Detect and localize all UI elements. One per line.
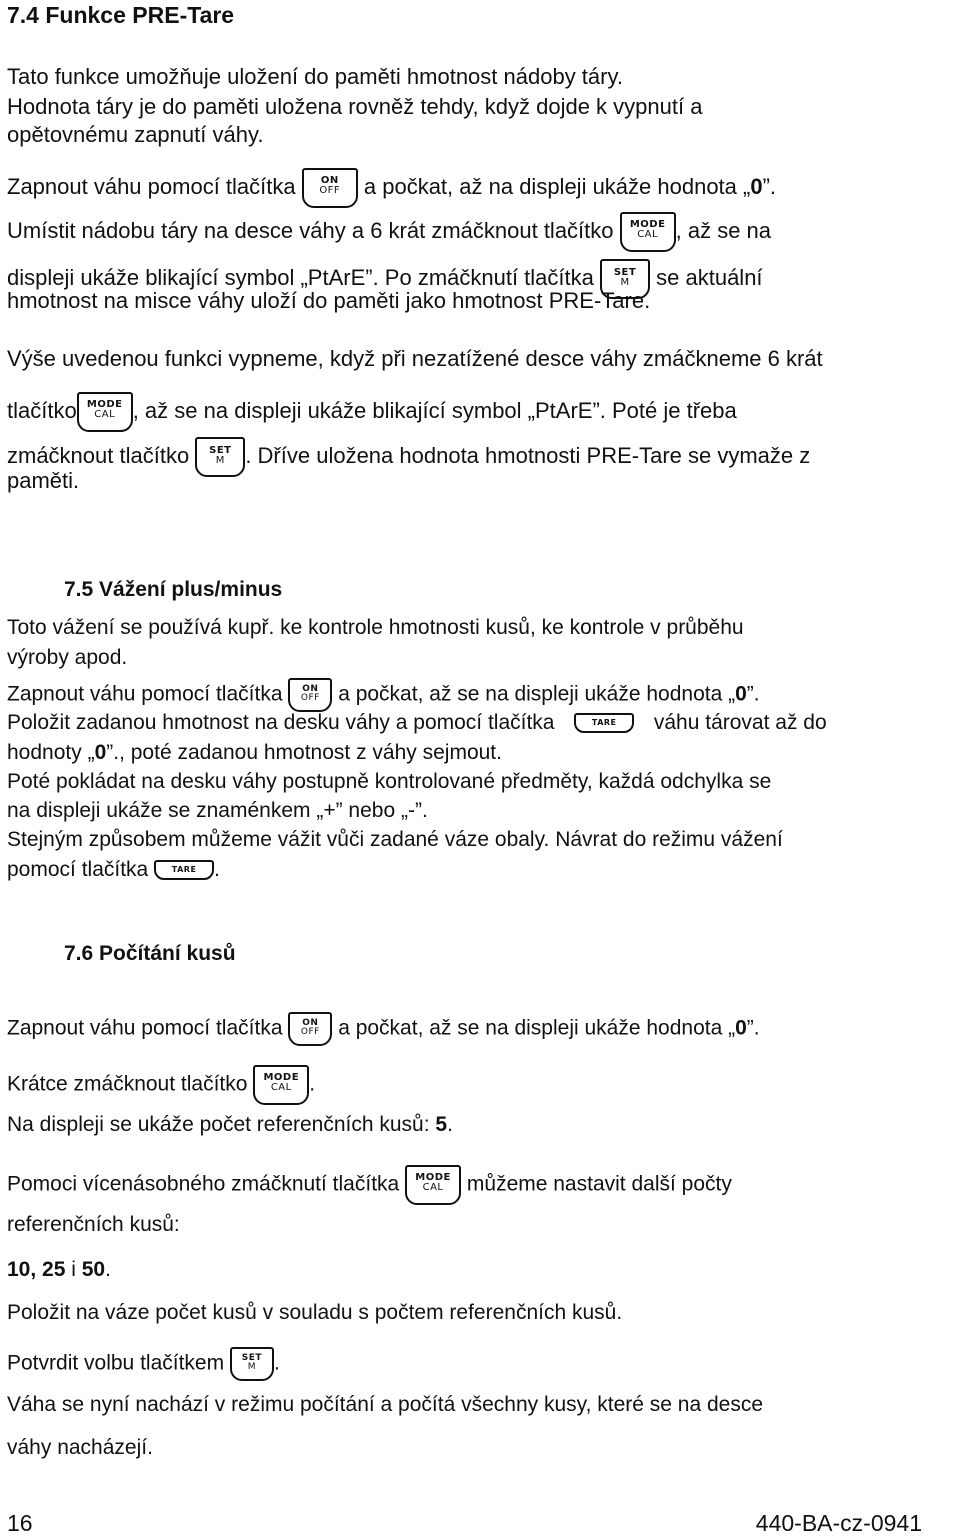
mode-cal-key-icon	[620, 212, 676, 252]
paragraph-line	[7, 1347, 280, 1381]
text-fragment: Zapnout váhu pomocí tlačítka	[7, 682, 283, 706]
set-m-key-icon	[195, 437, 245, 477]
paragraph-line: na displeji ukáže se znaménkem „+” nebo „-”.	[7, 799, 428, 822]
paragraph-line: váhy nacházejí.	[7, 1436, 153, 1459]
text-fragment: i	[65, 1258, 82, 1281]
paragraph-line: Hodnota táry je do paměti uložena rovněž tehdy, když dojde k vypnutí a	[7, 94, 703, 119]
key-label: CAL	[637, 229, 659, 240]
on-off-key-icon	[302, 168, 358, 208]
value-zero: 0	[750, 173, 763, 199]
key-label: ON	[302, 684, 319, 694]
paragraph-line	[7, 1012, 760, 1046]
text-fragment: Umístit nádobu táry na desce váhy a 6 krát zmáčknout tlačítko	[7, 217, 614, 243]
paragraph-line: hmotnost na misce váhy uloží do paměti jako hmotnost PRE-Tare.	[7, 288, 651, 313]
text-fragment: Zapnout váhu pomocí tlačítka	[7, 1016, 283, 1040]
paragraph-line: Váha se nyní nachází v režimu počítání a počítá všechny kusy, které se na desce	[7, 1393, 764, 1416]
paragraph-line	[7, 392, 737, 432]
paragraph-line	[7, 740, 502, 766]
text-fragment: . Dříve uložena hodnota hmotnosti PRE-Tare se vymaže z	[245, 442, 811, 468]
text-fragment: můžeme nastavit další počty	[466, 1172, 732, 1196]
key-label: TARE	[591, 718, 617, 728]
reference-count-value: 10	[7, 1258, 31, 1281]
paragraph-line: Položit na váze počet kusů v souladu s počtem referenčních kusů.	[7, 1301, 623, 1324]
set-m-key-icon	[230, 1347, 274, 1381]
on-off-key-icon	[288, 1012, 332, 1046]
key-label: CAL	[422, 1182, 444, 1193]
text-fragment: Položit zadanou hmotnost na desku váhy a pomocí tlačítka	[7, 711, 555, 734]
key-label: MODE	[415, 1172, 451, 1183]
text-fragment: .	[273, 1351, 280, 1375]
reference-count-value: 25	[42, 1258, 66, 1281]
text-fragment: ”.	[746, 1016, 760, 1040]
value-zero: 0	[94, 741, 107, 764]
mode-cal-key-icon	[405, 1165, 461, 1205]
paragraph-line: Tato funkce umožňuje uložení do paměti hmotnost nádoby táry.	[7, 64, 623, 89]
text-fragment: a počkat, až se na displeji ukáže hodnota „	[338, 682, 736, 706]
paragraph-line: Poté pokládat na desku váhy postupně kontrolované předměty, každá odchylka se	[7, 770, 772, 793]
key-label: M	[620, 277, 630, 288]
text-fragment: ,	[30, 1258, 43, 1281]
key-label: SET	[241, 1353, 263, 1363]
tare-key-icon	[574, 713, 634, 733]
paragraph-line: referenčních kusů:	[7, 1213, 180, 1236]
key-label: MODE	[629, 219, 666, 230]
key-label: M	[215, 455, 225, 466]
value-zero: 0	[735, 1016, 747, 1040]
text-fragment: Potvrdit volbu tlačítkem	[7, 1351, 225, 1375]
section-title-7-6: 7.6 Počítání kusů	[64, 942, 236, 965]
paragraph-line: paměti.	[7, 468, 80, 493]
paragraph-line: výroby apod.	[7, 646, 128, 669]
text-fragment: Na displeji se ukáže počet referenčních kusů:	[7, 1113, 436, 1136]
key-label: M	[247, 1362, 257, 1372]
paragraph-line	[7, 1065, 315, 1105]
text-fragment: váhu tárovat až do	[653, 711, 827, 734]
text-fragment: Krátce zmáčknout tlačítko	[7, 1072, 248, 1096]
text-fragment: hodnoty „	[7, 741, 95, 764]
page-number: 16	[7, 1510, 33, 1536]
key-label: MODE	[263, 1072, 300, 1083]
paragraph-line	[7, 678, 760, 712]
paragraph-line	[7, 1165, 732, 1205]
text-fragment: se aktuální	[656, 264, 763, 290]
key-label: OFF	[319, 185, 341, 196]
key-label: TARE	[171, 865, 197, 875]
paragraph-line	[7, 1112, 453, 1138]
text-fragment: Pomoci vícenásobného zmáčknutí tlačítka	[7, 1172, 400, 1196]
paragraph-line	[7, 857, 220, 883]
text-fragment: , až se na	[675, 217, 772, 243]
text-fragment: displeji ukáže blikající symbol „PtArE”. Po zmáčknutí tlačítka	[7, 264, 594, 290]
tare-key-icon	[154, 860, 214, 880]
paragraph-line	[7, 212, 771, 252]
key-label: SET	[209, 445, 232, 456]
key-label: CAL	[270, 1082, 292, 1093]
paragraph-line: Výše uvedenou funkci vypneme, když při nezatížené desce váhy zmáčkneme 6 krát	[7, 346, 823, 371]
section-title-7-4: 7.4 Funkce PRE-Tare	[7, 2, 235, 28]
text-fragment: .	[309, 1072, 316, 1096]
section-title-7-5: 7.5 Vážení plus/minus	[64, 578, 283, 601]
reference-count-value: 50	[81, 1258, 106, 1281]
key-label: SET	[613, 267, 637, 278]
paragraph-line: Stejným způsobem můžeme vážit vůči zadané váze obaly. Návrat do režimu vážení	[7, 828, 783, 851]
text-fragment: .	[105, 1258, 111, 1281]
text-fragment: pomocí tlačítka	[7, 858, 149, 881]
mode-cal-key-icon	[253, 1065, 309, 1105]
text-fragment: ”.	[746, 682, 760, 706]
text-fragment: tlačítko	[7, 397, 77, 423]
text-fragment: a počkat, až na displeji ukáže hodnota „	[363, 173, 751, 199]
paragraph-line: opětovnému zapnutí váhy.	[7, 122, 264, 147]
paragraph-line	[7, 1257, 111, 1283]
document-code: 440-BA-cz-0941	[755, 1510, 922, 1536]
text-fragment: ”., poté zadanou hmotnost z váhy sejmout.	[106, 741, 502, 764]
paragraph-line	[7, 168, 776, 208]
text-fragment: zmáčknout tlačítko	[7, 442, 190, 468]
text-fragment: , až se na displeji ukáže blikající symbol „PtArE”. Poté je třeba	[132, 397, 737, 423]
text-fragment: Zapnout váhu pomocí tlačítka	[7, 173, 296, 199]
mode-cal-key-icon	[77, 392, 133, 432]
key-label: OFF	[300, 693, 320, 703]
text-fragment: a počkat, až se na displeji ukáže hodnota „	[338, 1016, 736, 1040]
text-fragment: .	[447, 1113, 453, 1136]
reference-count-value: 5	[435, 1113, 448, 1136]
key-label: MODE	[86, 399, 123, 410]
paragraph-line: Toto vážení se používá kupř. ke kontrole hmotnosti kusů, ke kontrole v průběhu	[7, 616, 744, 639]
key-label: OFF	[300, 1027, 320, 1037]
text-fragment: .	[214, 858, 220, 881]
value-zero: 0	[735, 682, 747, 706]
paragraph-line	[7, 710, 827, 736]
on-off-key-icon	[288, 678, 332, 712]
text-fragment: ”.	[762, 173, 777, 199]
key-label: ON	[320, 175, 339, 186]
key-label: CAL	[94, 409, 116, 420]
key-label: ON	[302, 1018, 319, 1028]
paragraph-line	[7, 437, 810, 477]
